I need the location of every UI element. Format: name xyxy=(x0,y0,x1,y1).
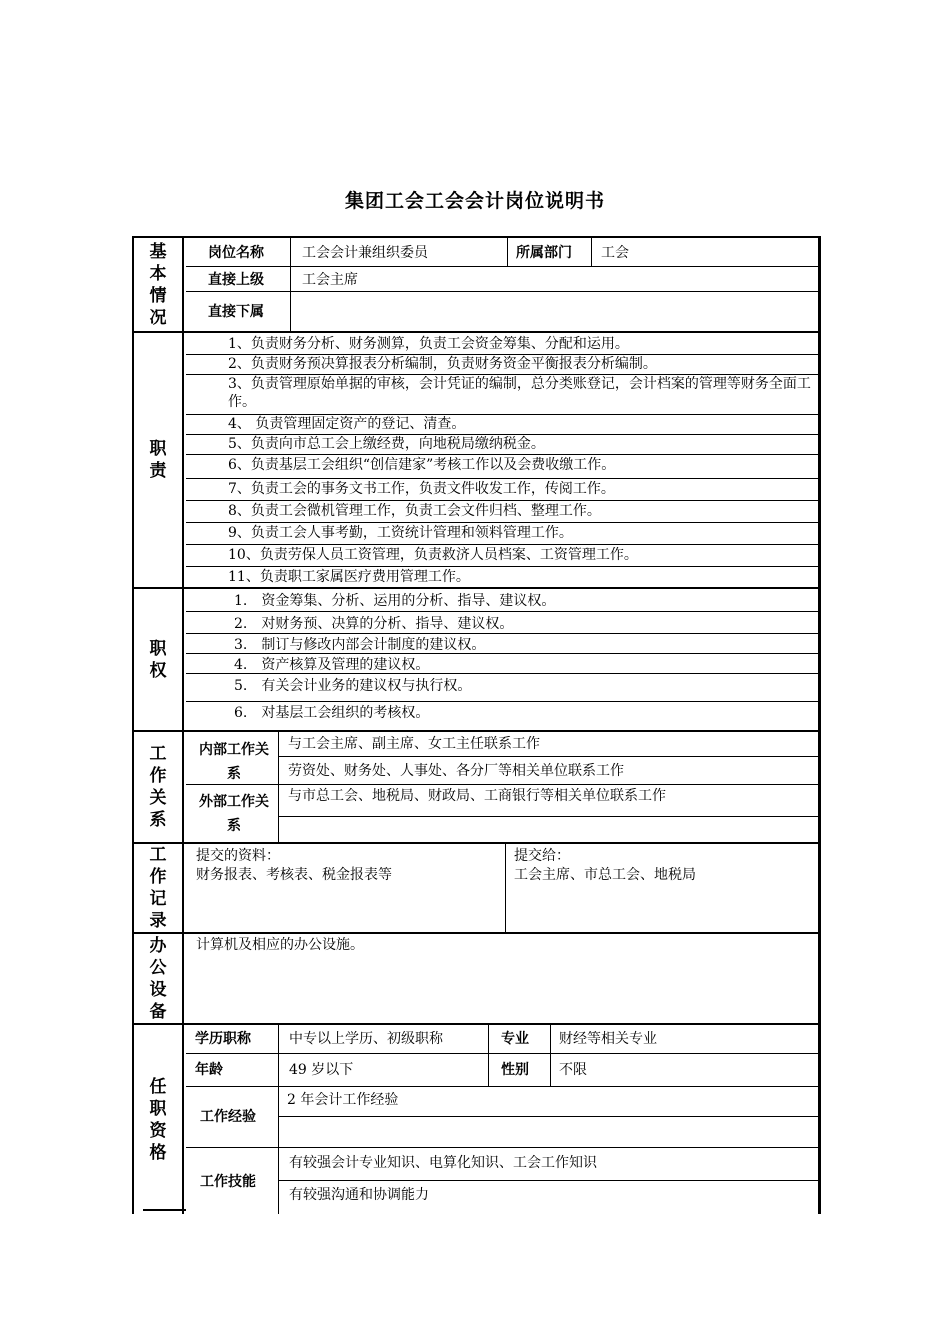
gender-label: 性别 xyxy=(501,1062,529,1078)
work-relations-section xyxy=(134,732,818,842)
gender-value: 不限 xyxy=(559,1062,587,1078)
duty-item: 10、负责劳保人员工资管理，负责救济人员档案、工资管理工作。 xyxy=(228,547,638,563)
department-value: 工会 xyxy=(601,245,629,261)
section-label-relations: 工作关系 xyxy=(134,732,184,842)
duty-item: 11、负责职工家属医疗费用管理工作。 xyxy=(228,569,470,585)
bottom-rule xyxy=(143,1209,186,1211)
authority-item: 5. 有关会计业务的建议权与执行权。 xyxy=(234,678,472,694)
experience-item: 2 年会计工作经验 xyxy=(287,1092,399,1108)
job-description-table xyxy=(132,236,821,1214)
authority-item: 4. 资产核算及管理的建议权。 xyxy=(234,657,430,673)
major-value: 财经等相关专业 xyxy=(559,1031,657,1047)
duty-item: 3、负责管理原始单据的审核，会计凭证的编制，总分类账登记，会计档案的管理等财务全面工作。 xyxy=(228,376,811,410)
section-label-duties: 职责 xyxy=(134,333,184,587)
superior-value: 工会主席 xyxy=(302,272,358,288)
skill-item: 有较强沟通和协调能力 xyxy=(289,1187,429,1203)
major-label: 专业 xyxy=(501,1031,529,1047)
office-equipment-section xyxy=(134,934,818,1023)
section-label-records: 工作记录 xyxy=(134,844,184,932)
duties-section xyxy=(134,333,818,587)
superior-label: 直接上级 xyxy=(208,272,264,288)
authority-item: 2. 对财务预、决算的分析、指导、建议权。 xyxy=(234,616,514,632)
authority-item: 3. 制订与修改内部会计制度的建议权。 xyxy=(234,637,486,653)
education-label: 学历职称 xyxy=(195,1031,251,1047)
authority-item: 6. 对基层工会组织的考核权。 xyxy=(234,705,430,721)
qualification-section xyxy=(134,1025,818,1214)
duty-item: 2、负责财务预决算报表分析编制，负责财务资金平衡报表分析编制。 xyxy=(228,356,657,372)
document-title: 集团工会工会会计岗位说明书 xyxy=(344,190,605,212)
education-value: 中专以上学历、初级职称 xyxy=(289,1031,443,1047)
submit-to: 工会主席、市总工会、地税局 xyxy=(514,867,696,883)
section-label-authority: 职权 xyxy=(134,589,184,730)
authority-item: 1. 资金筹集、分析、运用的分析、指导、建议权。 xyxy=(234,593,556,609)
age-label: 年龄 xyxy=(195,1062,223,1078)
section-label-basic: 基本情况 xyxy=(134,238,184,331)
post-name-value: 工会会计兼组织委员 xyxy=(302,245,428,261)
office-equipment-text: 计算机及相应的办公设施。 xyxy=(196,937,364,953)
internal-relation-item: 劳资处、财务处、人事处、各分厂等相关单位联系工作 xyxy=(288,763,624,779)
duty-item: 7、负责工会的事务文书工作，负责文件收发工作，传阅工作。 xyxy=(228,481,615,497)
external-relation-item: 与市总工会、地税局、财政局、工商银行等相关单位联系工作 xyxy=(288,788,666,804)
post-name-label: 岗位名称 xyxy=(208,245,264,261)
section-label-equipment: 办公设备 xyxy=(134,934,184,1023)
subordinate-label: 直接下属 xyxy=(208,304,264,320)
submitted-materials-label: 提交的资料： xyxy=(196,848,280,864)
authority-section xyxy=(134,589,818,730)
skills-label: 工作技能 xyxy=(200,1174,256,1190)
duty-item: 1、负责财务分析、财务测算，负责工会资金筹集、分配和运用。 xyxy=(228,336,629,352)
internal-relations-label: 内部工作关系 xyxy=(199,742,269,782)
duty-item: 5、负责向市总工会上缴经费，向地税局缴纳税金。 xyxy=(228,436,545,452)
age-value: 49 岁以下 xyxy=(289,1062,354,1078)
duty-item: 4、 负责管理固定资产的登记、清查。 xyxy=(228,416,466,432)
submit-to-label: 提交给： xyxy=(514,848,570,864)
experience-label: 工作经验 xyxy=(200,1109,256,1125)
section-label-qualification: 任职资格 xyxy=(134,1025,184,1214)
duty-item: 8、负责工会微机管理工作，负责工会文件归档、整理工作。 xyxy=(228,503,601,519)
basic-info-section xyxy=(134,238,818,331)
work-records-section xyxy=(134,844,818,932)
submitted-materials: 财务报表、考核表、税金报表等 xyxy=(196,867,392,883)
internal-relation-item: 与工会主席、副主席、女工主任联系工作 xyxy=(288,736,540,752)
duty-item: 9、负责工会人事考勤，工资统计管理和领料管理工作。 xyxy=(228,525,573,541)
skill-item: 有较强会计专业知识、电算化知识、工会工作知识 xyxy=(289,1155,597,1171)
department-label: 所属部门 xyxy=(516,245,572,261)
external-relations-label: 外部工作关系 xyxy=(199,794,269,834)
duty-item: 6、负责基层工会组织“创信建家”考核工作以及会费收缴工作。 xyxy=(228,457,616,473)
